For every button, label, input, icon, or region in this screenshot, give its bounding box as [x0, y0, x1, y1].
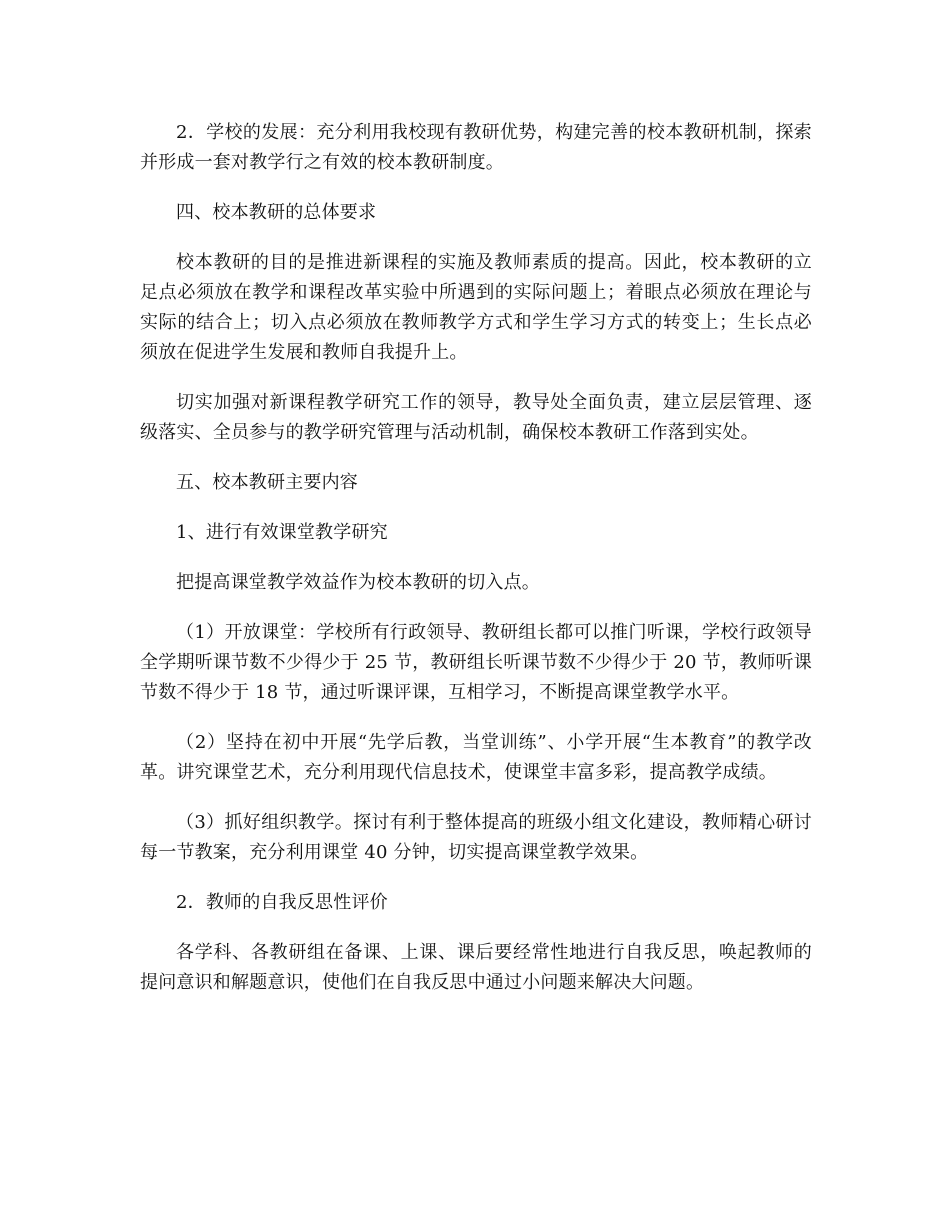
paragraph-leadership: 切实加强对新课程教学研究工作的领导，教导处全面负责，建立层层管理、逐级落实、全员参与的教学研究管理与活动机制，确保校本教研工作落到实处。 [140, 392, 812, 443]
paragraph-self-reflection: 各学科、各教研组在备课、上课、课后要经常性地进行自我反思，唤起教师的提问意识和解题意识，使他们在自我反思中通过小问题来解决大问题。 [140, 942, 812, 993]
paragraph-open-classroom: （1）开放课堂：学校所有行政领导、教研组长都可以推门听课，学校行政领导全学期听课节数不少得少于 25 节，教研组长听课节数不少得少于 20 节，教师听课节数不得少于 18 节，通过听课评课，互相学习，不断提高课堂教学水平。 [140, 622, 812, 703]
paragraph-organize-teaching: （3）抓好组织教学。探讨有利于整体提高的班级小组文化建设，教师精心研讨每一节教案，充分利用课堂 40 分钟，切实提高课堂教学效果。 [140, 812, 812, 863]
paragraph-school-development: 2．学校的发展：充分利用我校现有教研优势，构建完善的校本教研机制，探索并形成一套对教学行之有效的校本教研制度。 [140, 122, 812, 173]
paragraph-teaching-reform: （2）坚持在初中开展“先学后教，当堂训练”、小学开展“生本教育”的教学改革。讲究课堂艺术，充分利用现代信息技术，使课堂丰富多彩，提高教学成绩。 [140, 732, 812, 783]
paragraph-research-purpose: 校本教研的目的是推进新课程的实施及教师素质的提高。因此，校本教研的立足点必须放在教学和课程改革实验中所遇到的实际问题上；着眼点必须放在理论与实际的结合上；切入点必须放在教师教学方式和学生学习方式的转变上；生长点必须放在促进学生发展和教师自我提升上。 [140, 252, 812, 363]
section-heading-main-content: 五、校本教研主要内容 [176, 472, 358, 493]
subheading-self-reflection: 2．教师的自我反思性评价 [176, 892, 388, 913]
subheading-effective-classroom: 1、进行有效课堂教学研究 [176, 522, 388, 543]
document-body [140, 118, 812, 1018]
paragraph-entry-point: 把提高课堂教学效益作为校本教研的切入点。 [176, 572, 540, 593]
section-heading-overall-requirements: 四、校本教研的总体要求 [176, 202, 377, 223]
